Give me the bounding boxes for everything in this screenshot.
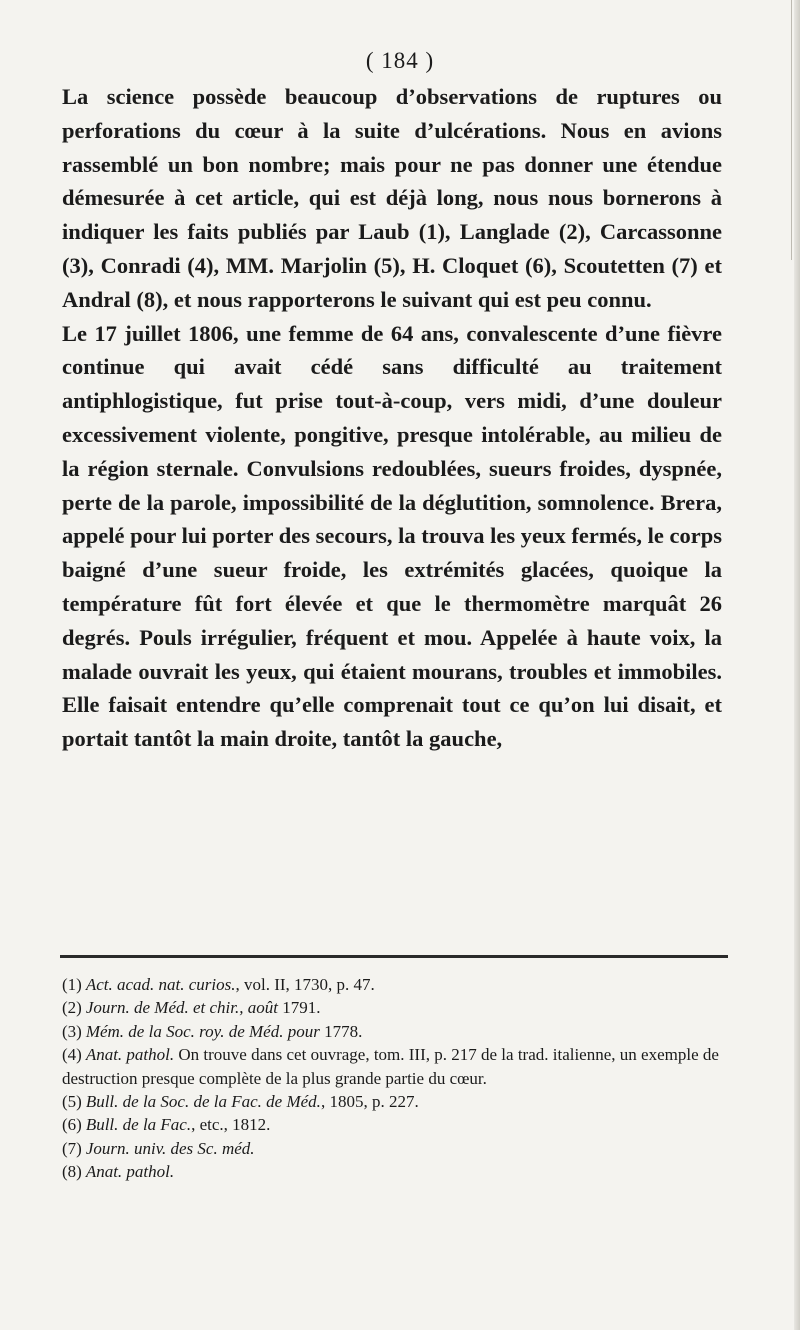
body-text: [62, 80, 722, 756]
footnote: (2) Journ. de Méd. et chir., août 1791.: [62, 998, 321, 1018]
footnote: (1) Act. acad. nat. curios., vol. II, 1730, p. 47.: [62, 975, 375, 994]
footnotes: [62, 973, 730, 1184]
page-number: ( 184 ): [365, 48, 435, 73]
page-edge: [794, 0, 800, 1330]
footnote: (3) Mém. de la Soc. roy. de Méd. pour 1778.: [62, 1021, 363, 1041]
footnote: (4) Anat. pathol. On trouve dans cet ouvrage, tom. III, p. 217 de la trad. italienne, un exemple de destruction presque complète de la plus grande partie du cœur.: [62, 1045, 719, 1088]
footnote: (5) Bull. de la Soc. de la Fac. de Méd., 1805, p. 227.: [62, 1092, 419, 1112]
footnote-divider: [60, 955, 728, 958]
page-edge-line: [791, 0, 792, 260]
paragraph-1: La science possède beaucoup d’observations de ruptures ou perforations du cœur à la suite d’ulcérations. Nous en avions rassemblé un bon nombre; mais pour ne pas donner une étendue démesurée à cet article, qui est déjà long, nous nous bornerons à indiquer les faits publiés par Laub (1), Langlade (2), Carcassonne (3), Conradi (4), MM. Marjolin (5), H. Cloquet (6), Scoutetten (7) et Andral (8), et nous rapporterons le suivant qui est peu connu.: [62, 84, 722, 312]
footnote: (8) Anat. pathol.: [62, 1162, 175, 1182]
footnote: (6) Bull. de la Fac., etc., 1812.: [62, 1115, 271, 1135]
footnote: (7) Journ. univ. des Sc. méd.: [62, 1138, 255, 1158]
paragraph-2: Le 17 juillet 1806, une femme de 64 ans, convalescente d’une fièvre continue qui avait cédé sans difficulté au traitement antiphlogistique, fut prise tout-à-coup, vers midi, d’une douleur excessivement violente, pongitive, presque intolérable, au milieu de la région sternale. Convulsions redoublées, sueurs froides, dyspnée, perte de la parole, impossibilité de la déglutition, somnolence. Brera, appelé pour lui porter des secours, la trouva les yeux fermés, le corps baigné d’une sueur froide, les extrémités glacées, quoique la température fût fort élevée et que le thermomètre marquât 26 degrés. Pouls irrégulier, fréquent et mou. Appelée à haute voix, la malade ouvrait les yeux, qui étaient mourans, troubles et immobiles. Elle faisait entendre qu’elle comprenait tout ce qu’on lui disait, et portait tantôt la main droite, tantôt la gauche,: [62, 320, 722, 752]
